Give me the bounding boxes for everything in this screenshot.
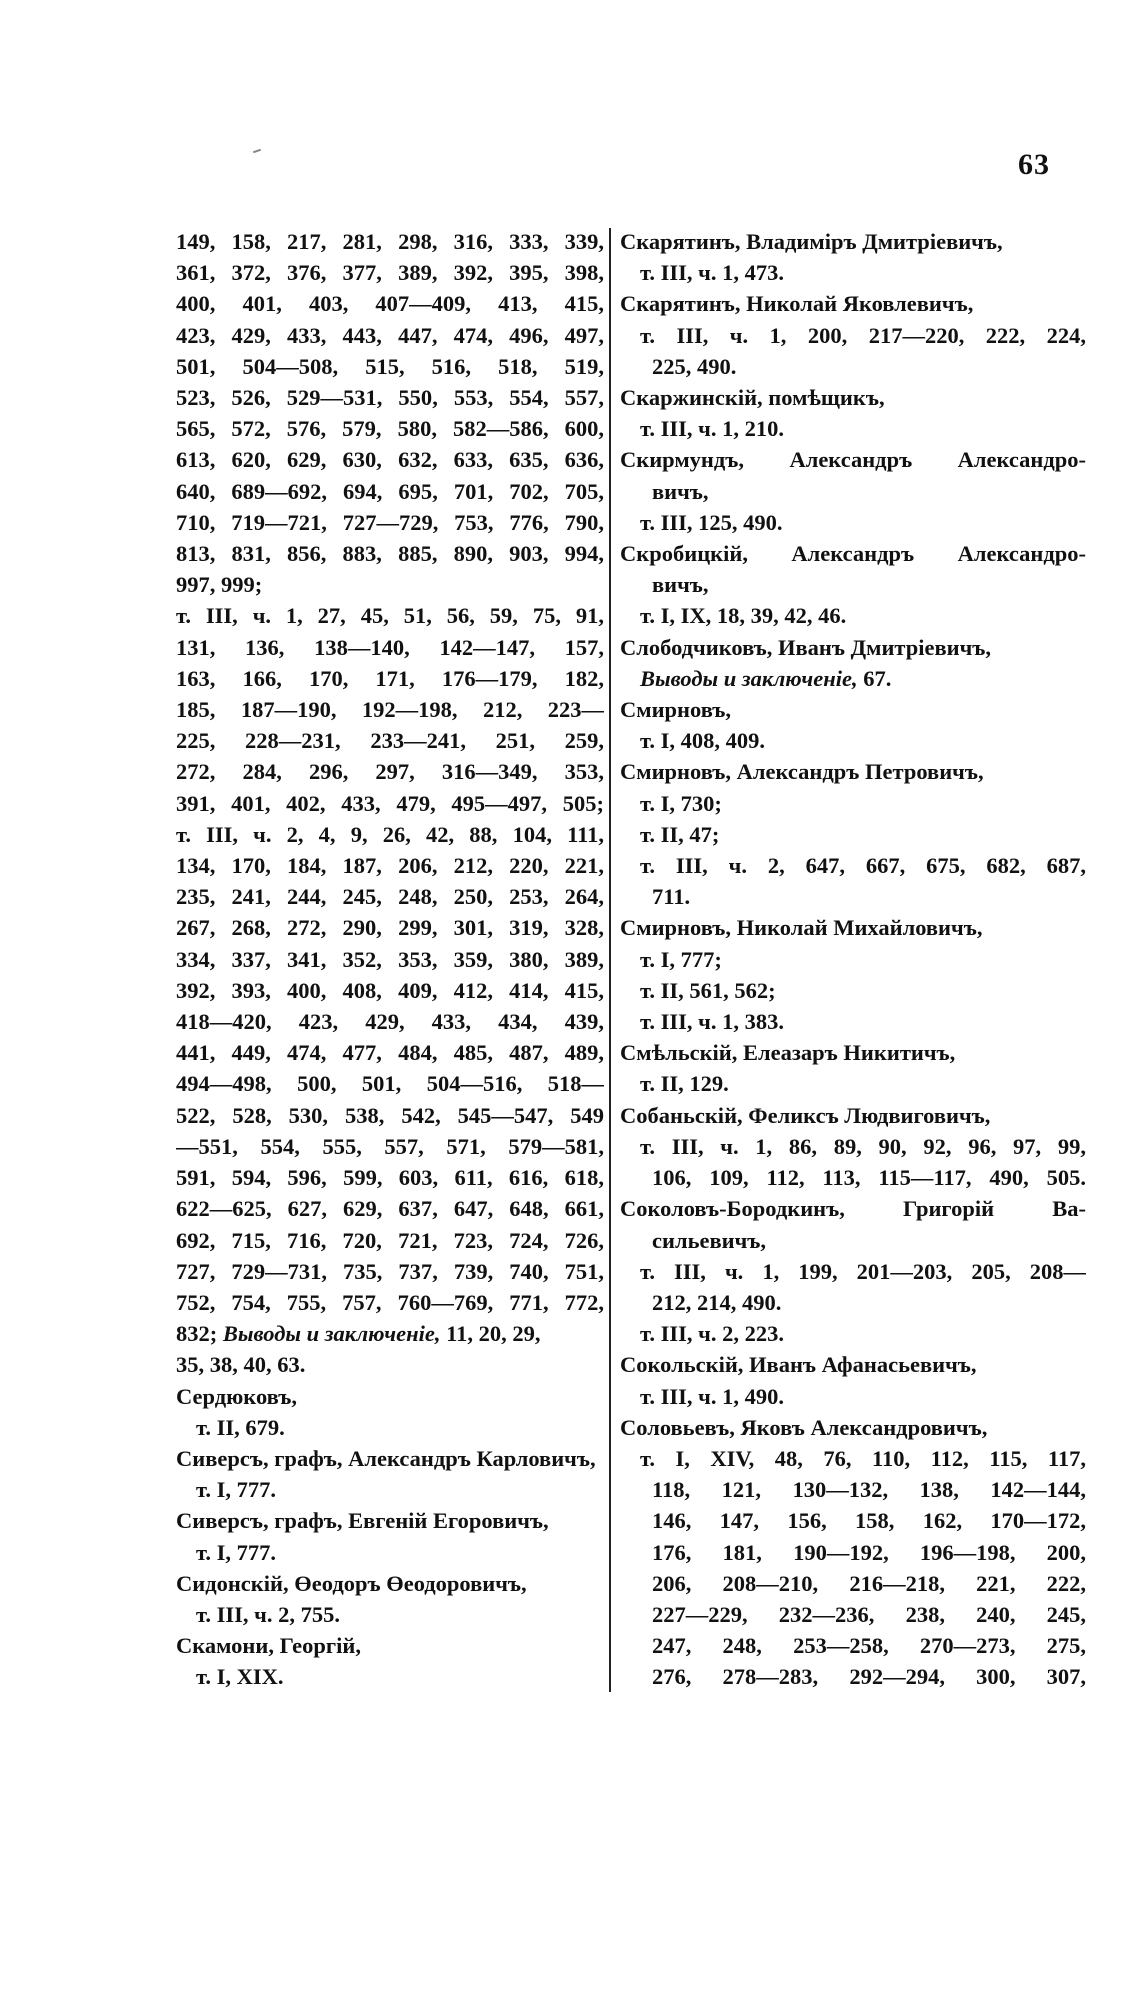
index-line: 400, 401, 403, 407—409, 413, 415, — [176, 291, 604, 317]
index-line: 106, 109, 112, 113, 115—117, 490, 505. — [652, 1165, 1086, 1191]
index-line: т. II, 679. — [196, 1414, 285, 1440]
index-line: 334, 337, 341, 352, 353, 359, 380, 389, — [176, 946, 604, 972]
index-line: 276, 278—283, 292—294, 300, 307, — [652, 1664, 1086, 1690]
index-entry-name: Смирновъ, Александръ Петровичъ, — [620, 759, 984, 785]
index-line: 267, 268, 272, 290, 299, 301, 319, 328, — [176, 915, 604, 941]
index-entry-name: Сердюковъ, — [176, 1383, 297, 1409]
index-line: 272, 284, 296, 297, 316—349, 353, — [176, 759, 604, 785]
index-entry-name: Собаньскій, Феликсъ Людвиговичъ, — [620, 1102, 991, 1128]
line-text: 832; — [176, 1321, 223, 1347]
index-line: 206, 208—210, 216—218, 221, 222, — [652, 1570, 1086, 1596]
index-line: 494—498, 500, 501, 504—516, 518— — [176, 1071, 604, 1097]
index-line: вичъ, — [652, 572, 709, 598]
index-line: 522, 528, 530, 538, 542, 545—547, 549 — [176, 1102, 604, 1128]
index-line: т. III, ч. 1, 199, 201—203, 205, 208— — [640, 1258, 1086, 1284]
index-line: т. I, 777. — [196, 1477, 276, 1503]
index-line: 361, 372, 376, 377, 389, 392, 395, 398, — [176, 260, 604, 286]
index-line: т. II, 129. — [640, 1071, 729, 1097]
index-line: 391, 401, 402, 433, 479, 495—497, 505; — [176, 790, 604, 816]
page-number: 63 — [1018, 148, 1050, 181]
index-line: т. III, ч. 2, 4, 9, 26, 42, 88, 104, 111, — [176, 821, 604, 847]
index-line: 418—420, 423, 429, 433, 434, 439, — [176, 1009, 604, 1035]
index-line: т. I, XIX. — [196, 1664, 284, 1690]
index-entry-name: Скамони, Георгій, — [176, 1633, 361, 1659]
index-line: т. III, ч. 1, 383. — [640, 1009, 784, 1035]
italic-reference: Выводы и заключеніе, — [640, 665, 858, 691]
line-text-tail: 11, 20, 29, — [440, 1321, 541, 1347]
index-line — [620, 663, 1086, 694]
line-text-tail: 67. — [857, 665, 892, 691]
index-line: 591, 594, 596, 599, 603, 611, 616, 618, — [176, 1165, 604, 1191]
index-line: 752, 754, 755, 757, 760—769, 771, 772, — [176, 1289, 604, 1315]
index-line: т. III, 125, 490. — [640, 509, 783, 535]
index-line: 565, 572, 576, 579, 580, 582—586, 600, — [176, 416, 604, 442]
index-line: 118, 121, 130—132, 138, 142—144, — [652, 1477, 1086, 1503]
index-line: т. III, ч. 1, 490. — [640, 1383, 784, 1409]
index-line: 423, 429, 433, 443, 447, 474, 496, 497, — [176, 322, 604, 348]
index-line: т. III, ч. 2, 223. — [640, 1321, 784, 1347]
index-entry-name: Скарятинъ, Николай Яковлевичъ, — [620, 291, 974, 317]
index-line: 710, 719—721, 727—729, 753, 776, 790, — [176, 509, 604, 535]
index-line: 727, 729—731, 735, 737, 739, 740, 751, — [176, 1258, 604, 1284]
index-line — [176, 1318, 604, 1349]
index-line: 392, 393, 400, 408, 409, 412, 414, 415, — [176, 977, 604, 1003]
index-line: т. III, ч. 1, 27, 45, 51, 56, 59, 75, 91, — [176, 603, 604, 629]
index-line: т. II, 47; — [640, 821, 720, 847]
index-line: 163, 166, 170, 171, 176—179, 182, — [176, 665, 604, 691]
index-entry-name: Соколовъ-Бородкинъ, Григорій Ва- — [620, 1196, 1086, 1222]
right-column — [620, 226, 1086, 1693]
index-line: —551, 554, 555, 557, 571, 579—581, — [176, 1133, 604, 1159]
index-line: 640, 689—692, 694, 695, 701, 702, 705, — [176, 478, 604, 504]
index-line: 692, 715, 716, 720, 721, 723, 724, 726, — [176, 1227, 604, 1253]
index-line: т. III, ч. 1, 200, 217—220, 222, 224, — [640, 322, 1086, 348]
index-entry-name: Соловьевъ, Яковъ Александровичъ, — [620, 1414, 988, 1440]
index-entry-name: Слободчиковъ, Иванъ Дмитріевичъ, — [620, 634, 992, 660]
index-line: т. III, ч. 1, 210. — [640, 416, 784, 442]
index-line: т. III, ч. 1, 86, 89, 90, 92, 96, 97, 99, — [640, 1133, 1086, 1159]
index-line: 441, 449, 474, 477, 484, 485, 487, 489, — [176, 1040, 604, 1066]
index-line: т. III, ч. 2, 647, 667, 675, 682, 687, — [640, 853, 1086, 879]
index-entry-name: Смирновъ, Николай Михайловичъ, — [620, 915, 983, 941]
index-line: т. I, 777. — [196, 1539, 276, 1565]
index-line: 131, 136, 138—140, 142—147, 157, — [176, 634, 604, 660]
index-line: 235, 241, 244, 245, 248, 250, 253, 264, — [176, 884, 604, 910]
italic-reference: Выводы и заключеніе, — [222, 1321, 441, 1347]
index-line: 134, 170, 184, 187, 206, 212, 220, 221, — [176, 853, 604, 879]
index-entry-name: Скирмундъ, Александръ Александро- — [620, 447, 1086, 473]
index-line: т. I, 408, 409. — [640, 728, 765, 754]
index-entry-name: Скарятинъ, Владиміръ Дмитріевичъ, — [620, 229, 1003, 254]
index-line: сильевичъ, — [652, 1227, 767, 1253]
index-line: т. I, 730; — [640, 790, 722, 816]
index-entry-name: Скробицкій, Александръ Александро- — [620, 541, 1086, 567]
index-line: 997, 999; — [176, 572, 263, 598]
index-entry-name: Сиверсъ, графъ, Евгеній Егоровичъ, — [176, 1508, 549, 1534]
index-line: 225, 228—231, 233—241, 251, 259, — [176, 728, 604, 754]
index-entry-name: Сиверсъ, графъ, Александръ Карловичъ, — [176, 1445, 596, 1471]
index-line: 247, 248, 253—258, 270—273, 275, — [652, 1633, 1086, 1659]
index-line: 212, 214, 490. — [652, 1289, 782, 1315]
index-line: 146, 147, 156, 158, 162, 170—172, — [652, 1508, 1086, 1534]
index-entry-name: Смирновъ, — [620, 697, 732, 723]
index-line: 149, 158, 217, 281, 298, 316, 333, 339, — [176, 229, 604, 254]
index-line: т. II, 561, 562; — [640, 977, 776, 1003]
index-line: 227—229, 232—236, 238, 240, 245, — [652, 1601, 1086, 1627]
index-line: вичъ, — [652, 478, 709, 504]
index-line: 622—625, 627, 629, 637, 647, 648, 661, — [176, 1196, 604, 1222]
index-line: 185, 187—190, 192—198, 212, 223— — [176, 697, 604, 723]
index-entry-name: Смѣльскій, Елеазаръ Никитичъ, — [620, 1040, 956, 1066]
index-line: 711. — [652, 884, 691, 910]
index-line: 813, 831, 856, 883, 885, 890, 903, 994, — [176, 541, 604, 567]
left-column — [176, 226, 604, 1693]
index-line: т. I, XIV, 48, 76, 110, 112, 115, 117, — [640, 1445, 1086, 1471]
index-line: 176, 181, 190—192, 196—198, 200, — [652, 1539, 1086, 1565]
index-line: 523, 526, 529—531, 550, 553, 554, 557, — [176, 385, 604, 411]
index-line: т. I, 777; — [640, 946, 722, 972]
index-line: т. I, IX, 18, 39, 42, 46. — [640, 603, 847, 629]
index-line: 225, 490. — [652, 353, 737, 379]
column-divider — [609, 228, 611, 1692]
index-entry-name: Сидонскій, Өеодоръ Өеодоровичъ, — [176, 1570, 527, 1596]
print-speck — [253, 149, 261, 154]
index-entry-name: Скаржинскій, помѣщикъ, — [620, 385, 885, 411]
index-line: 501, 504—508, 515, 516, 518, 519, — [176, 353, 604, 379]
index-line: т. III, ч. 2, 755. — [196, 1601, 340, 1627]
index-line: т. III, ч. 1, 473. — [640, 260, 784, 286]
index-line: 35, 38, 40, 63. — [176, 1352, 306, 1378]
index-line: 613, 620, 629, 630, 632, 633, 635, 636, — [176, 447, 604, 473]
index-entry-name: Сокольскій, Иванъ Афанасьевичъ, — [620, 1352, 977, 1378]
